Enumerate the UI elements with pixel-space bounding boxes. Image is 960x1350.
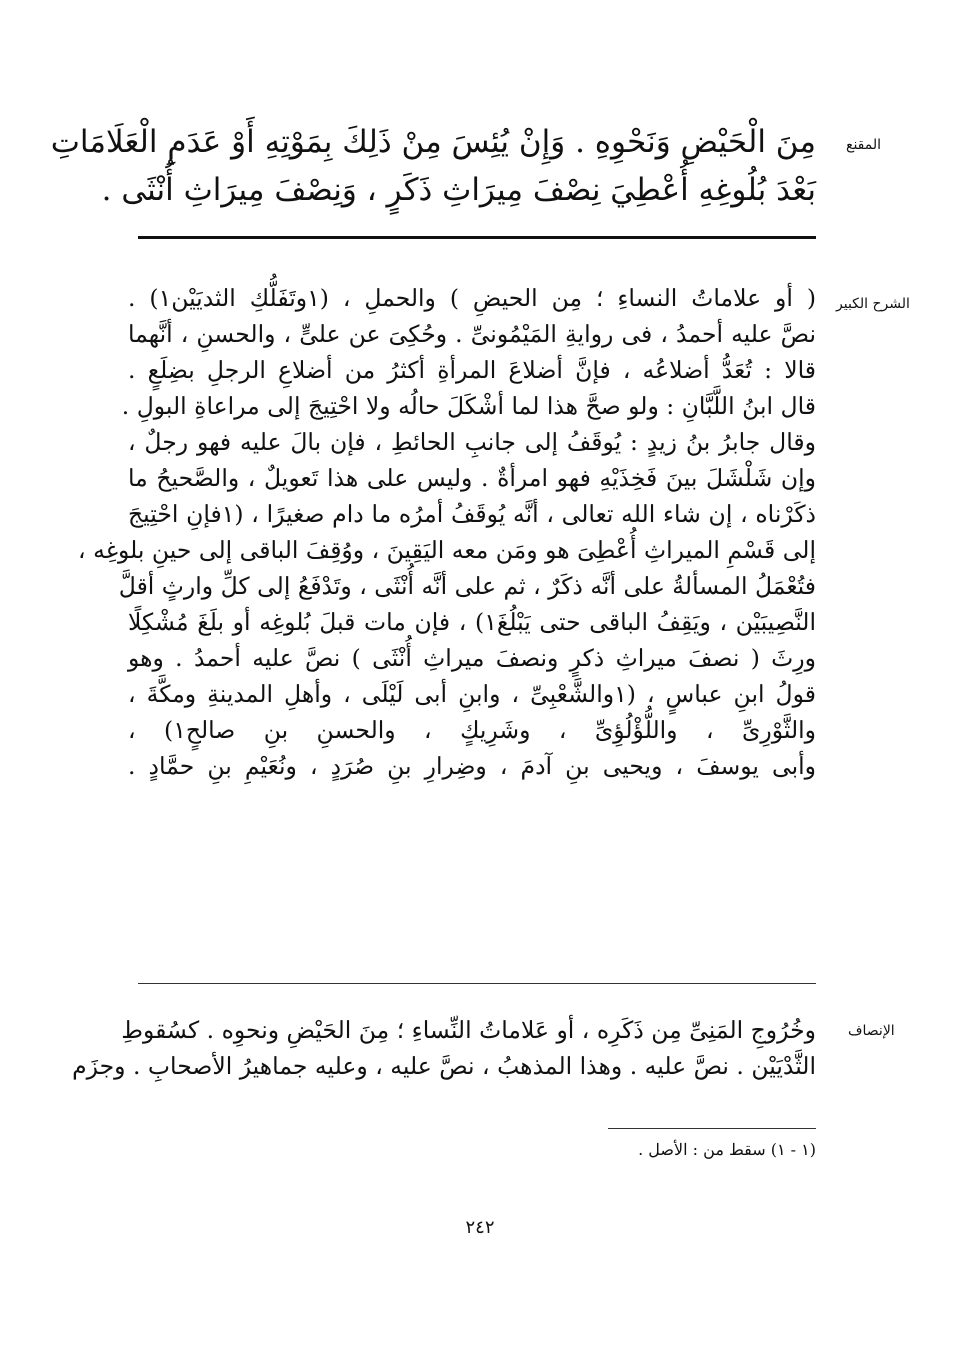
sharh-line: نصَّ عليه أحمدُ ، فى روايةِ المَيْمُونىِّ . وحُكِىَ عن علىٍّ ، والحسنِ ، أنَّهما [128, 320, 816, 348]
muqni-label: المقنع [846, 137, 882, 153]
sharh-line: إلى قَسْمِ الميراثِ أُعْطِىَ هو ومَن معه اليَقِينَ ، ووُقِفَ الباقى إلى حينِ بلوغِه ، [78, 536, 816, 564]
muqni-text [50, 118, 816, 214]
footnote: (١ - ١) سقط من : الأصل . [638, 1140, 816, 1159]
sharh-line: وأبى يوسفَ ، ويحيى بنِ آدمَ ، وضِرارِ بنِ صُرَدٍ ، ونُعَيْمِ بنِ حمَّادٍ . [128, 752, 816, 780]
muqni-line: مِنَ الْحَيْضِ وَنَحْوِهِ . وَإِنْ يُئِسَ مِنْ ذَلِكَ بِمَوْتِهِ أَوْ عَدَمِ الْعَلَامَاتِ [50, 124, 816, 160]
muqni-line: بَعْدَ بُلُوغِهِ أُعْطِيَ نِصْفَ مِيرَاثِ ذَكَرٍ ، وَنِصْفَ مِيرَاثِ أُنْثَى . [101, 172, 816, 208]
sharh-line: والثَّوْرِىِّ ، واللُّؤْلُؤِىِّ ، وشَرِيكٍ ، والحسنِ بنِ صالحٍ١) ، [128, 716, 816, 744]
page-number: ٢٤٢ [465, 1217, 495, 1238]
sharh-line: قولُ ابنِ عباسٍ ، (١والشَّعْبِىِّ ، وابنِ أبى لَيْلَى ، وأهلِ المدينةِ ومكَّةَ ، [128, 680, 816, 708]
insaf-line: الثَّدْيَيْن . نصَّ عليه . وهذا المذهبُ ، نصَّ عليه ، وعليه جماهيرُ الأصحابِ . وجزَم [72, 1052, 816, 1080]
footnote-divider [608, 1128, 816, 1129]
sharh-line: ذكَرْناه ، إن شاء الله تعالى ، أنَّه يُوقَفُ أمرُه ما دام صغيرًا ، (١فإنِ احْتِيجَ [128, 500, 816, 528]
section-divider-thin [138, 983, 816, 984]
sharh-line: قالا : تُعَدُّ أضلاعُه ، فإنَّ أضلاعَ المرأةِ أكثرُ من أضلاعِ الرجلِ بضِلَعٍ . [128, 356, 816, 384]
section-divider-thick [138, 236, 816, 239]
insaf-label: الإنصاف [848, 1023, 895, 1039]
sharh-line: ورِثَ ( نصفَ ميراثِ ذكرٍ ونصفَ ميراثِ أُنْثَى ) نصَّ عليه أحمدُ . وهو [128, 644, 816, 672]
sharh-line: ( أو علاماتُ النساءِ ؛ مِن الحيضِ ) والحملِ ، (١وتَفَلُّكِ الثديَيْن١) . [128, 284, 817, 312]
sharh-line: وقال جابرُ بنُ زيدٍ : يُوقَفُ إلى جانبِ الحائطِ ، فإن بالَ عليه فهو رجلٌ ، [128, 428, 816, 456]
sharh-line: النَّصِيبَيْن ، ويَقِفُ الباقى حتى يَبْلُغَ١) ، فإن مات قبلَ بُلوغِه أو بلَغَ مُشْكِلًا [128, 608, 816, 636]
insaf-line: وخُرُوجِ المَنِىِّ مِن ذَكَرِه ، أو عَلاماتُ النِّساءِ ؛ مِنَ الحَيْضِ ونحوِه . كسُقوطِ [121, 1016, 816, 1044]
sharh-line: وإن شَلْشَلَ بينَ فَخِذَيْهِ فهو امرأةٌ . وليس على هذا تَعويلٌ ، والصَّحيحُ ما [128, 464, 816, 492]
sharh-line: قال ابنُ اللَّبَّانِ : ولو صحَّ هذا لما أشْكَلَ حالُه ولا احْتِيجَ إلى مراعاةِ البولِ . [121, 392, 816, 420]
sharh-label: الشرح الكبير [836, 296, 910, 312]
sharh-text [78, 280, 817, 784]
insaf-text [72, 1012, 816, 1084]
sharh-line: فتُعْمَلُ المسألةُ على أنَّه ذكَرٌ ، ثم على أنَّه أُنْثَى ، وتَدْفَعُ إلى كلِّ وارثٍ أقلَّ [118, 572, 816, 600]
